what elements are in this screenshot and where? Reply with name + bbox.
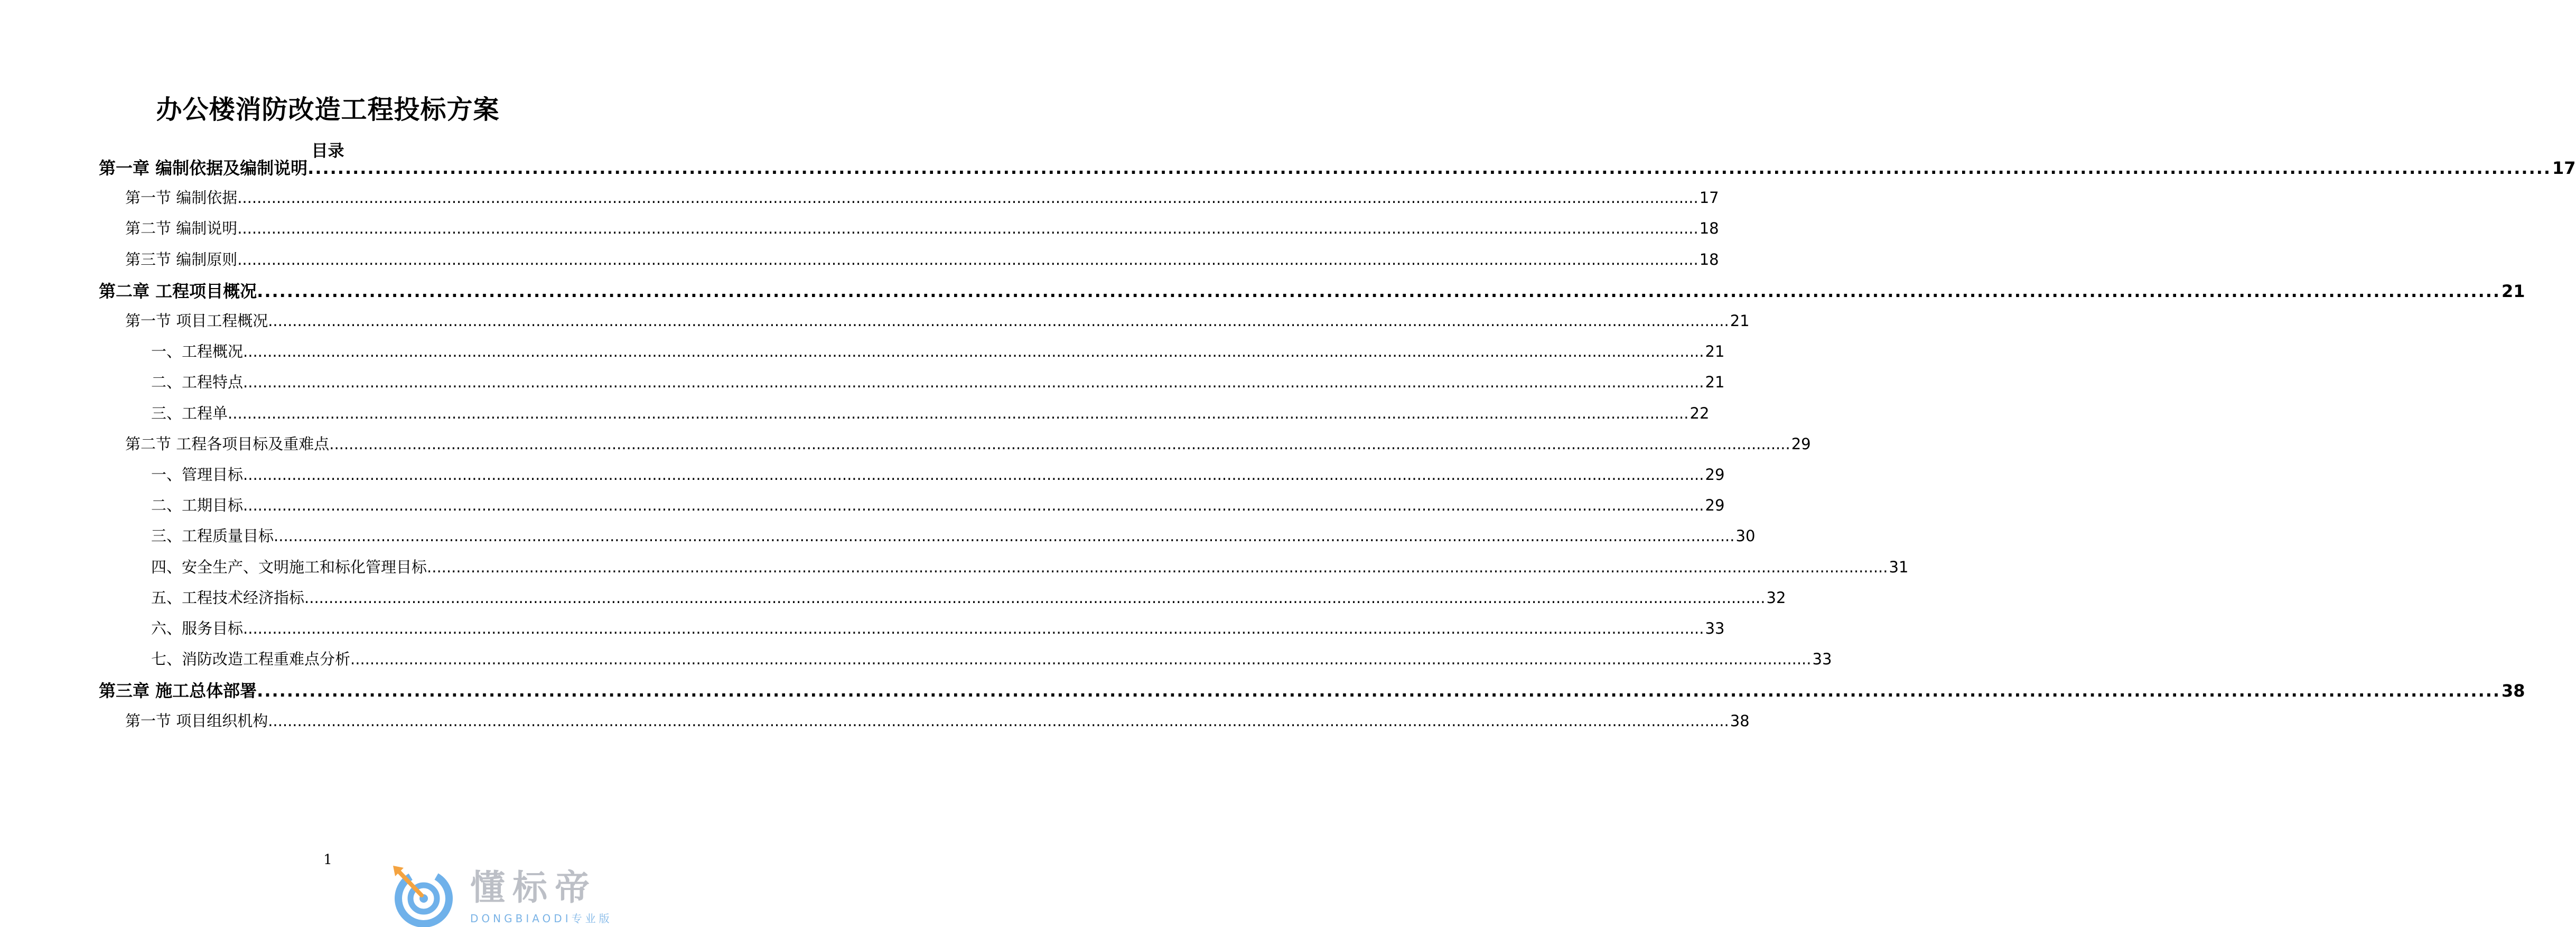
toc-leader-dots: ............................................................................................................................................................................................................................................................................................................: [268, 712, 1729, 730]
toc-entry-title: 第一节 项目组织机构: [125, 712, 268, 730]
toc-entry-page: 17: [1699, 189, 1719, 207]
toc-entry[interactable]: [151, 464, 1725, 485]
toc-leader-dots: ............................................................................................................................................................................................................................................................................................................: [237, 251, 1698, 268]
toc-heading: 目录: [311, 142, 344, 161]
toc-leader-dots: ............................................................................................................................................................................................................................................................................................................: [237, 189, 1698, 207]
toc-leader-dots: ............................................................................................................................................................................................................................................................................................................: [243, 342, 1704, 360]
toc-entry-page: 30: [1735, 527, 1756, 545]
target-arrow-icon: [391, 866, 454, 926]
watermark-brand: 懂标帝: [470, 867, 597, 908]
toc-entry-page: 38: [2502, 681, 2525, 701]
toc-entry-title: 第一节 编制依据: [125, 189, 238, 207]
toc-leader-dots: ............................................................................................................................................................................................................................................................................................................: [350, 650, 1812, 668]
toc-leader-dots: ............................................................................................................................................................................................................................................................................................................: [304, 589, 1766, 607]
toc-entry[interactable]: [125, 710, 1750, 731]
toc-entry-title: 三、工程质量目标: [151, 527, 274, 545]
toc-entry-page: 38: [1730, 712, 1750, 730]
toc-entry[interactable]: [151, 525, 1756, 546]
toc-entry[interactable]: [151, 372, 1725, 393]
toc-entry-page: 22: [1690, 404, 1710, 422]
toc-entry-title: 三、工程单: [151, 404, 228, 422]
toc-entry-page: 31: [1889, 558, 1909, 576]
toc-entry[interactable]: [151, 403, 1710, 424]
toc-leader-dots: ............................................................................................................................................................................................................................................................................................................: [427, 558, 1888, 576]
page-number: 1: [323, 852, 332, 868]
toc-entry-title: 四、安全生产、文明施工和标化管理目标: [151, 558, 427, 576]
toc-entry-page: 21: [1705, 342, 1725, 360]
toc-leader-dots: ............................................................................................................................................................................................................................................................................................................: [243, 373, 1704, 391]
toc-entry[interactable]: [99, 679, 2525, 702]
toc-leader-dots: ............................................................................................................................................................................................................................................................................................................: [274, 527, 1735, 545]
toc-entry-title: 二、工期目标: [151, 496, 244, 514]
toc-entry-title: 七、消防改造工程重难点分析: [151, 650, 351, 668]
toc-entry-title: 五、工程技术经济指标: [151, 589, 305, 607]
toc-entry-title: 第二节 编制说明: [125, 219, 238, 237]
toc-entry-title: 一、工程概况: [151, 342, 244, 360]
toc-entry-page: 18: [1699, 219, 1719, 237]
toc-entry[interactable]: [99, 156, 2576, 180]
toc-entry[interactable]: [125, 249, 1719, 270]
document-title: 办公楼消防改造工程投标方案: [156, 95, 500, 125]
toc-entry-page: 17: [2552, 158, 2576, 178]
toc-entry[interactable]: [151, 341, 1725, 362]
toc-entry-page: 33: [1705, 619, 1725, 637]
toc-leader-dots: ............................................................................................................................................................................................................................................................................................................: [257, 281, 2501, 301]
toc-leader-dots: ............................................................................................................................................................................................................................................................................................................: [243, 466, 1704, 484]
toc-entry[interactable]: [151, 648, 1832, 670]
toc-entry-title: 第二节 工程各项目标及重难点: [125, 435, 330, 453]
toc-entry[interactable]: [151, 618, 1725, 639]
toc-entry[interactable]: [151, 587, 1786, 608]
toc-entry-page: 29: [1705, 496, 1725, 514]
toc-entry[interactable]: [99, 280, 2525, 303]
toc-entry-page: 29: [1791, 435, 1811, 453]
toc-entry-page: 21: [1730, 312, 1750, 330]
toc-entry-page: 32: [1766, 589, 1786, 607]
toc-entry-title: 第一章 编制依据及编制说明: [99, 158, 308, 178]
toc-entry[interactable]: [151, 495, 1725, 516]
toc-entry[interactable]: [125, 218, 1719, 239]
toc-entry-page: 33: [1812, 650, 1832, 668]
toc-entry-title: 第三章 施工总体部署: [99, 681, 257, 701]
toc-entry-title: 第三节 编制原则: [125, 251, 238, 268]
watermark-subtitle: DONGBIAODI专业版: [470, 912, 613, 925]
toc-leader-dots: ............................................................................................................................................................................................................................................................................................................: [243, 496, 1704, 514]
toc-entry-title: 第二章 工程项目概况: [99, 281, 257, 301]
toc-leader-dots: ............................................................................................................................................................................................................................................................................................................: [228, 404, 1689, 422]
toc-entry[interactable]: [125, 433, 1811, 455]
toc-leader-dots: ............................................................................................................................................................................................................................................................................................................: [243, 619, 1704, 637]
toc-entry-page: 29: [1705, 466, 1725, 484]
toc-entry-page: 21: [1705, 373, 1725, 391]
toc-entry-title: 六、服务目标: [151, 619, 244, 637]
toc-entry[interactable]: [125, 187, 1719, 208]
toc-leader-dots: ............................................................................................................................................................................................................................................................................................................: [257, 681, 2501, 701]
toc-entry-page: 18: [1699, 251, 1719, 268]
toc-leader-dots: ............................................................................................................................................................................................................................................................................................................: [307, 158, 2552, 178]
toc-entry-title: 第一节 项目工程概况: [125, 312, 268, 330]
toc-leader-dots: ............................................................................................................................................................................................................................................................................................................: [268, 312, 1729, 330]
toc-entry-page: 21: [2502, 281, 2525, 301]
watermark: [391, 865, 650, 927]
toc-leader-dots: ............................................................................................................................................................................................................................................................................................................: [329, 435, 1790, 453]
toc-leader-dots: ............................................................................................................................................................................................................................................................................................................: [237, 219, 1698, 237]
toc-entry[interactable]: [151, 557, 1909, 578]
toc-entry-title: 二、工程特点: [151, 373, 244, 391]
toc-entry[interactable]: [125, 310, 1750, 331]
toc-entry-title: 一、管理目标: [151, 466, 244, 484]
